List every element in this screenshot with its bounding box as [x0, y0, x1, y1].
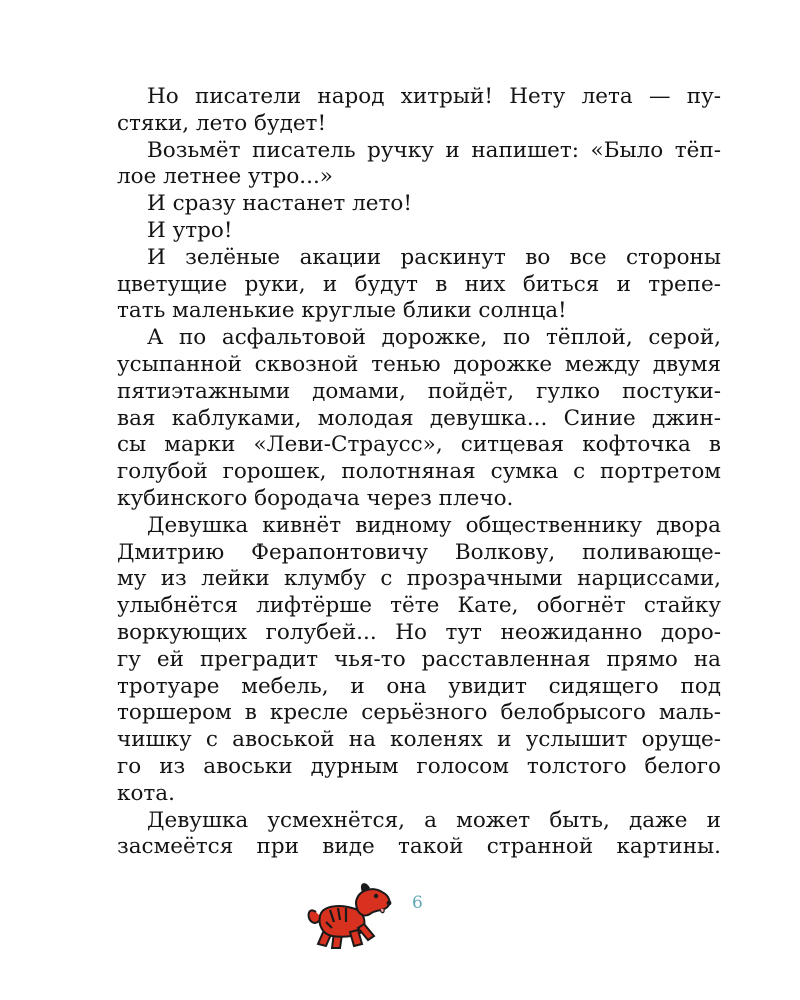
- text-line: гу ей преградит чья-то расставленная прямо на: [117, 646, 721, 672]
- page-number: 6: [412, 893, 423, 913]
- body-text: [117, 84, 721, 861]
- text-line: засмеётся при виде такой странной картины.: [117, 834, 721, 860]
- text-line: голубой горошек, полотняная сумка с портретом: [117, 459, 721, 485]
- text-line: усыпанной сквозной тенью дорожке между двумя: [117, 351, 721, 377]
- text-line: торшером в кресле серьёзного белобрысого маль-: [117, 700, 721, 726]
- text-line: Девушка кивнёт видному общественнику двора: [147, 512, 721, 538]
- text-line: И утро!: [147, 217, 233, 243]
- text-line: вая каблуками, молодая девушка... Синие джин-: [117, 405, 721, 431]
- text-line: Девушка усмехнётся, а может быть, даже и: [147, 807, 721, 833]
- text-line: тать маленькие круглые блики солнца!: [117, 298, 567, 324]
- text-line: воркующих голубей... Но тут неожиданно доро-: [117, 619, 721, 645]
- text-line: го из авоськи дурным голосом толстого белого: [117, 753, 721, 779]
- text-line: чишку с авоськой на коленях и услышит оруще-: [117, 727, 721, 753]
- text-line: Возьмёт писатель ручку и напишет: «Было тёп-: [147, 137, 721, 163]
- text-line: Дмитрию Ферапонтовичу Волкову, поливающе-: [117, 539, 721, 565]
- text-line: улыбнётся лифтёрше тёте Кате, обогнёт стайку: [117, 593, 721, 619]
- text-line: тротуаре мебель, и она увидит сидящего под: [117, 673, 721, 699]
- text-line: кубинского бородача через плечо.: [117, 485, 514, 511]
- text-line: сы марки «Леви-Страусс», ситцевая кофточка в: [117, 432, 721, 458]
- text-line: И сразу настанет лето!: [147, 191, 412, 217]
- red-dog-icon: [304, 878, 396, 952]
- text-line: цветущие руки, и будут в них биться и трепе-: [117, 271, 721, 297]
- text-line: му из лейки клумбу с прозрачными нарциссами,: [117, 566, 721, 592]
- text-line: пятиэтажными домами, пойдёт, гулко постуки-: [117, 378, 721, 404]
- text-line: А по асфальтовой дорожке, по тёплой, серой,: [147, 325, 721, 351]
- text-line: Но писатели народ хитрый! Нету лета — пу-: [147, 84, 721, 109]
- text-line: стяки, лето будет!: [117, 110, 327, 136]
- text-line: лое летнее утро...»: [117, 164, 333, 190]
- text-line: кота.: [117, 780, 175, 806]
- text-line: И зелёные акации раскинут во все стороны: [147, 244, 721, 270]
